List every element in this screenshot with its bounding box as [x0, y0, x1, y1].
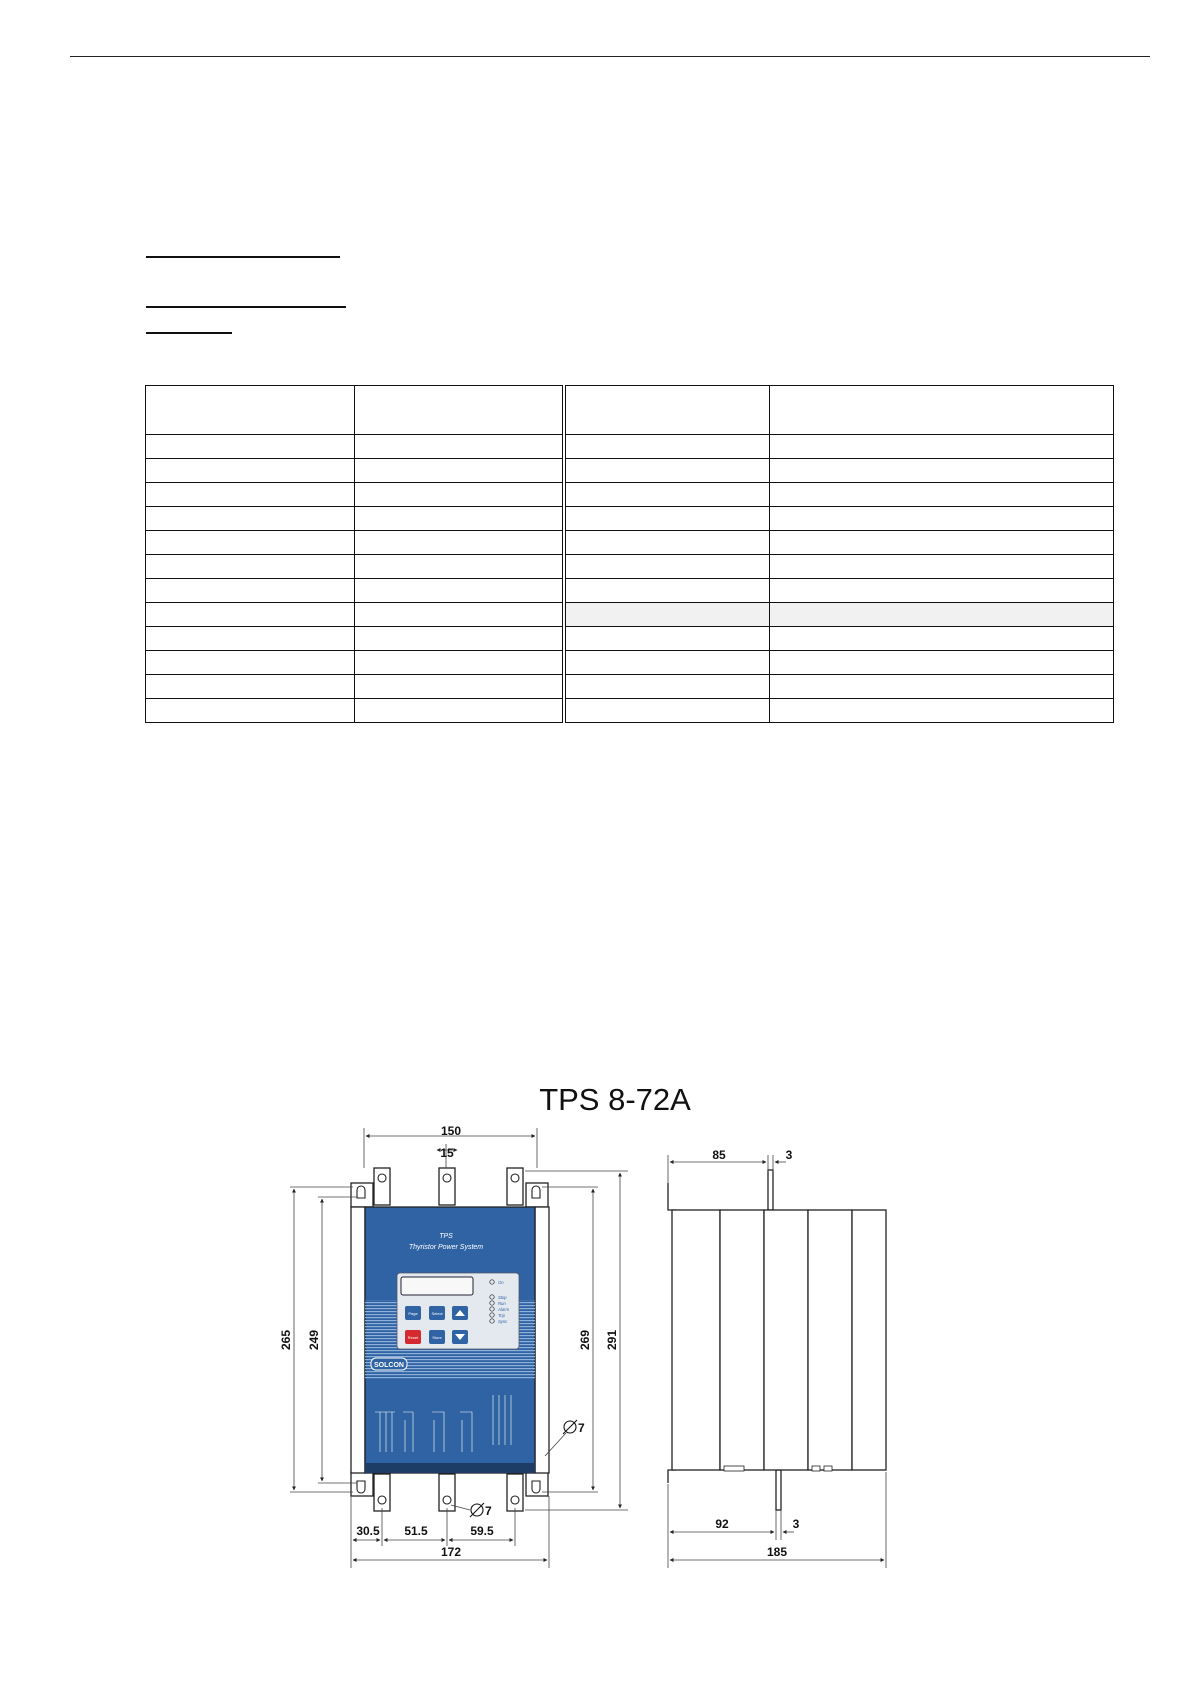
dim-hole-bottom: 7 — [485, 1504, 492, 1518]
table-row — [146, 627, 1114, 651]
table-row — [146, 555, 1114, 579]
table-header-row — [146, 386, 1114, 435]
dim-3-top: 3 — [785, 1148, 793, 1162]
front-view — [351, 1168, 549, 1511]
table-row — [146, 603, 1114, 627]
brand-line2: Thyristor Power System — [408, 1244, 484, 1251]
spec-table — [145, 385, 1114, 723]
page-key: Page — [408, 1311, 418, 1316]
dim-291: 291 — [605, 1329, 619, 1351]
led-label: Run — [498, 1301, 506, 1306]
dim-150: 150 — [440, 1124, 462, 1138]
table-row — [146, 435, 1114, 459]
table-row — [146, 531, 1114, 555]
store-key: Store — [432, 1335, 442, 1340]
led-label: On — [498, 1280, 504, 1285]
header-rule — [70, 56, 1150, 57]
dim-265: 265 — [279, 1329, 293, 1351]
drawing-title: TPS 8-72A — [539, 1082, 691, 1117]
heading-underline-3 — [146, 332, 232, 334]
dim-172: 172 — [440, 1545, 462, 1559]
led-label: Sync — [498, 1319, 508, 1324]
table-row — [146, 483, 1114, 507]
dim-3-bottom: 3 — [792, 1517, 800, 1531]
dim-92: 92 — [715, 1517, 729, 1531]
table-row — [146, 651, 1114, 675]
led-label: Trip — [498, 1313, 505, 1318]
dim-59-5: 59.5 — [470, 1524, 494, 1538]
dim-hole-side: 7 — [578, 1421, 585, 1435]
dim-85: 85 — [712, 1148, 726, 1162]
dim-30-5: 30.5 — [356, 1524, 380, 1538]
heading-underline-1 — [146, 256, 340, 258]
logo-text: SOLCON — [374, 1362, 404, 1369]
table-row — [146, 675, 1114, 699]
table-row — [146, 459, 1114, 483]
heading-underline-2 — [146, 306, 346, 308]
table-row — [146, 507, 1114, 531]
dim-15: 15 — [440, 1146, 454, 1160]
dim-185: 185 — [766, 1545, 788, 1559]
side-view — [668, 1170, 886, 1510]
reset-key: Reset — [407, 1335, 419, 1340]
dim-51-5: 51.5 — [404, 1524, 428, 1538]
brand-line1: TPS — [439, 1233, 453, 1240]
led-label: Alarm — [498, 1307, 509, 1312]
table-row — [146, 579, 1114, 603]
dim-269: 269 — [578, 1329, 592, 1351]
dimension-drawing — [260, 1118, 900, 1574]
table-row — [146, 699, 1114, 723]
led-label: Stop — [498, 1295, 507, 1300]
select-key: Select — [431, 1311, 443, 1316]
dim-249: 249 — [307, 1329, 321, 1351]
